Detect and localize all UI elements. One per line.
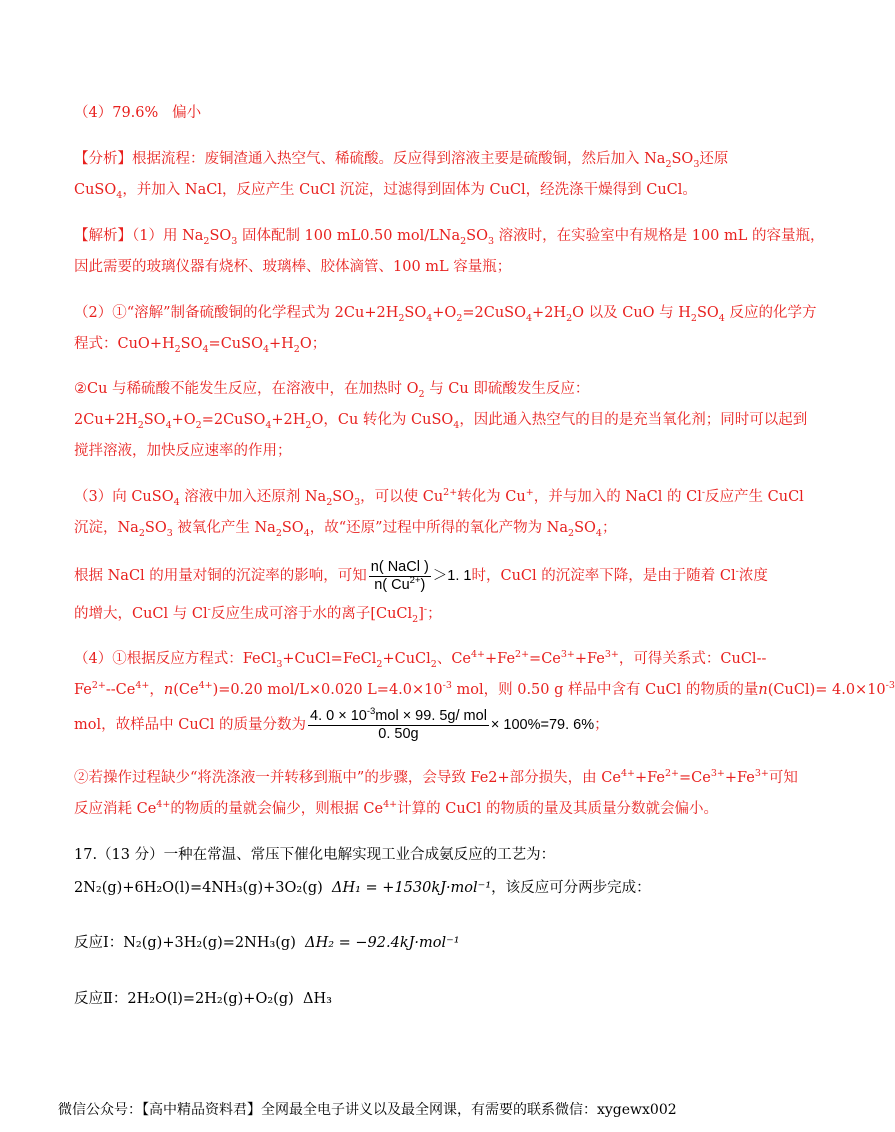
p3-line-2: 沉淀，$Na_2SO_3$ 被氧化产生 $Na_2SO_4$，故“还原”过程中所得的氧化产物为 $Na_2SO_4$； — [74, 520, 617, 539]
text: CuSO — [74, 182, 117, 198]
text: 反应产生 CuCl — [705, 489, 804, 505]
text: 溶液中加入还原剂 Na — [179, 489, 327, 505]
text: =Ce — [529, 651, 561, 667]
text: ， — [149, 682, 164, 698]
text: n( Cu — [374, 576, 410, 593]
text: （3）向 CuSO — [74, 489, 174, 505]
text: （4）①根据反应方程式：FeCl — [74, 651, 277, 667]
text: ，并加入 NaCl，反应产生 CuCl 沉淀，过滤得到固体为 CuCl，经洗涤干燥得到 CuCl。 — [122, 182, 697, 198]
text: ，因此通入热空气的目的是充当氧化剂；同时可以起到 — [459, 412, 808, 428]
p4b-line-2: 反应消耗 $Ce^{4+}$的物质的量就会偏少，则根据 $Ce^{4+}$计算的 CuCl 的物质的量及其质量分数就会偏小。 — [74, 799, 719, 817]
delta-h2: ΔH₂ = −92.4kJ·mol⁻¹ — [305, 935, 460, 951]
answer-4-value: 偏小 — [172, 105, 202, 121]
text: ] — [418, 606, 424, 622]
q17-intro — [74, 845, 555, 865]
text: (Ce — [173, 682, 199, 698]
p2b-line-3 — [74, 441, 292, 461]
text: O 以及 CuO 与 H — [572, 305, 691, 321]
text: SO — [696, 305, 719, 321]
text: +2H — [532, 305, 567, 321]
p4-line-1: （4）①根据反应方程式：FeCl$_3$+CuCl=FeCl$_2$+CuCl$_2$、$Ce^{4+}+Fe^{2+}=Ce^{3+}+Fe^{3+}$，可得关系式：CuCl-- — [74, 649, 767, 670]
gt-value: ＞1. 1 — [432, 568, 472, 584]
text: SO — [574, 520, 596, 536]
reaction-label: 反应Ⅰ： — [74, 935, 124, 951]
text: 的增大，CuCl 与 Cl — [74, 606, 208, 622]
text: 可知 — [768, 770, 798, 786]
answer-4 — [74, 103, 201, 123]
text: 根据 NaCl 的用量对铜的沉淀率的影响，可知 — [74, 568, 367, 584]
text: (CuCl)= 4.0×10 — [767, 682, 886, 698]
analysis-line-2: CuSO$_4$，并加入 NaCl，反应产生 CuCl 沉淀，过滤得到固体为 CuCl，经洗涤干燥得到 CuCl。 — [74, 182, 697, 201]
jiexi-line-1: 【解析】（1）用 $Na_2SO_3$ 固体配制 100 mL0.50 mol/$LNa_2SO_3$ 溶液时，在实验室中有规格是 100 mL 的容量瓶， — [74, 228, 825, 247]
text: SO — [143, 412, 166, 428]
analysis-line-1: 【分析】根据流程：废铜渣通入热空气、稀硫酸。反应得到溶液主要是硫酸铜，然后加入 $Na_2SO_3$还原 — [74, 151, 729, 170]
p3-line-1: （3）向 CuSO$_4$ 溶液中加入还原剂 $Na_2SO_3$，可以使 $Cu^{2+}$转化为 Cu+，并与加入的 NaCl 的 Cl-反应产生 CuCl — [74, 487, 804, 508]
text: 反应消耗 Ce — [74, 801, 157, 817]
text: ，并与加入的 NaCl 的 Cl — [533, 489, 702, 505]
answer-4-label: （4）79.6% — [74, 105, 159, 121]
text: 浓度 — [738, 568, 768, 584]
text: +O — [432, 305, 457, 321]
delta-h3: ΔH₃ — [302, 991, 332, 1007]
text: ) — [420, 576, 426, 593]
text: 17.（13 分）一种在常温、常压下催化电解实现工业合成氨反应的工艺为： — [74, 847, 556, 863]
p4-line-2: $Fe^{2+}--Ce^{4+}$，$n(Ce^{4+})=0.20$ mol/L×0.020 $L=4.0\times 10^{-3}$ mol，则 0.50 g 样品中含有 CuCl 的物质的量n(CuCl)= $4.0\times 10^{-3}$ — [74, 680, 895, 698]
equation: 2H₂O(l)=2H₂(g)+O₂(g) — [127, 991, 294, 1007]
text: ②Cu 与稀硫酸不能发生反应，在溶液中，在加热时 O — [74, 381, 419, 397]
text: 程式：CuO+H — [74, 336, 175, 352]
text: SO — [332, 489, 355, 505]
text: SO — [404, 305, 427, 321]
text: +Fe — [574, 651, 605, 667]
text: mol，则 0.50 g 样品中含有 CuCl 的物质的量 — [451, 682, 759, 698]
p2-line-1: （2）①“溶解”制备硫酸铜的化学程式为 $2Cu+2H_2SO_4+O_2=2CuSO_4+2H_2O$ 以及 CuO 与 $H_2SO_4$ 反应的化学方 — [74, 305, 817, 324]
text: --Ce — [105, 682, 136, 698]
text: SO — [671, 151, 694, 167]
text: mol × 99. 5g/ mol — [375, 707, 487, 724]
text: =2CuSO — [462, 305, 526, 321]
text: 计算的 CuCl 的物质的量及其质量分数就会偏小。 — [397, 801, 719, 817]
q17-reaction-2 — [74, 989, 332, 1009]
text: 反应的化学方 — [724, 305, 817, 321]
text: SO — [209, 228, 232, 244]
text: 被氧化产生 Na — [172, 520, 276, 536]
text: mol，故样品中 CuCl 的质量分数为 — [74, 717, 306, 733]
text: +CuCl — [382, 651, 431, 667]
fraction-numerator: 4. $0 \times 10^{-3}mol \times 99$. 5g/ mol — [310, 705, 487, 724]
p2b-line-1: ②Cu 与稀硫酸不能发生反应，在溶液中，在加热时 $O_2$ 与 Cu 即硫酸发生反应： — [74, 381, 590, 400]
text: )=0.20 mol/L×0.020 L=4.0×10 — [212, 682, 443, 698]
text: +CuCl=FeCl — [282, 651, 377, 667]
q17-main-equation — [74, 878, 651, 898]
text: 转化为 Cu — [457, 489, 526, 505]
text: 反应生成可溶于水的离子[CuCl — [210, 606, 413, 622]
text: ，故“还原”过程中所得的氧化产物为 Na — [309, 520, 569, 536]
text: SO — [466, 228, 488, 244]
equation: N₂(g)+3H₂(g)=2NH₃(g) — [123, 935, 296, 951]
text: +2H — [271, 412, 306, 428]
text: ； — [427, 606, 442, 622]
text: =Ce — [678, 770, 711, 786]
text: 搅拌溶液，加快反应速率的作用； — [74, 443, 292, 459]
text: +H — [269, 336, 294, 352]
text: （2）①“溶解”制备硫酸铜的化学程式为 2Cu+2H — [74, 305, 399, 321]
analysis-tag: 【分析】 — [74, 151, 132, 167]
p4b-line-1: ②若操作过程缺少“将洗涤液一并转移到瓶中”的步骤，会导致 Fe2+部分损失，由 $Ce^{4+}+Fe^{2+}=Ce^{3+}+Fe^{3+}$可知 — [74, 768, 798, 786]
text: ，可得关系式：CuCl-- — [618, 651, 767, 667]
equation: 2N₂(g)+6H₂O(l)=4NH₃(g)+3O₂(g) — [74, 880, 323, 896]
text: 的物质的量就会偏少，则根据 Ce — [170, 801, 384, 817]
fraction-denominator: n( $Cu^{2+}$) — [374, 574, 426, 593]
text: SO — [180, 336, 203, 352]
p2b-line-2: $2Cu+2H_2SO_4+O_2=2CuSO_4+2H_2O$，Cu 转化为 CuSO$_4$，因此通入热空气的目的是充当氧化剂；同时可以起到 — [74, 412, 808, 431]
text: +Fe — [634, 770, 665, 786]
text: ，该反应可分两步完成： — [491, 880, 651, 896]
text: O； — [299, 336, 327, 352]
ratio-fraction — [369, 559, 431, 594]
text: Fe — [74, 682, 92, 698]
text: =2CuSO — [201, 412, 266, 428]
text: +Fe — [485, 651, 516, 667]
jiexi-tag: 【解析】 — [74, 228, 132, 244]
text: 2Cu+2H — [74, 412, 138, 428]
text: SO — [144, 520, 167, 536]
text: SO — [281, 520, 304, 536]
text: 沉淀，Na — [74, 520, 139, 536]
text: O，Cu 转化为 CuSO — [311, 412, 454, 428]
text: 溶液时，在实验室中有规格是 100 mL 的容量瓶， — [494, 228, 825, 244]
text: 与 Cu 即硫酸发生反应： — [424, 381, 590, 397]
fraction-denominator: 0. 50g — [378, 725, 419, 742]
text: 固体配制 100 mL0.50 mol/LNa — [237, 228, 461, 244]
text: n — [758, 682, 768, 698]
jiexi-line-2 — [74, 257, 511, 277]
percent-result: × 100%=79. 6% — [490, 717, 595, 733]
p3b-line-2: 的增大，CuCl 与 Cl-反应生成可溶于水的离子[CuCl$_2$]-； — [74, 604, 442, 625]
text: （1）用 Na — [132, 228, 204, 244]
text: 根据流程：废铜渣通入热空气、稀硫酸。反应得到溶液主要是硫酸铜，然后加入 Na — [132, 151, 666, 167]
q17-reaction-1 — [74, 933, 460, 953]
p4-line-3 — [74, 706, 609, 744]
text: ，可以使 Cu — [360, 489, 444, 505]
text: +Fe — [724, 770, 755, 786]
p3b-line-1: 根据 NaCl 的用量对铜的沉淀率的影响，可知 $\frac{\text{n( NaCl )}}{n( Cu^{2+})}$ ＞1. 1时，CuCl 的沉淀率下降，是由于随着 Cl-浓度 — [74, 558, 768, 593]
delta-h1: ΔH₁ = +1530kJ·mol⁻¹ — [332, 880, 492, 896]
text: 4. 0 × 10 — [310, 707, 367, 724]
text: ； — [601, 520, 617, 536]
p2-line-2: 程式：$CuO+H_2SO_4=CuSO_4+H_2O$； — [74, 336, 327, 355]
fraction-numerator: n( NaCl ) — [370, 558, 429, 575]
text: 还原 — [699, 151, 729, 167]
footer-note: 微信公众号：【高中精品资料君】全网最全电子讲义以及最全网课，有需要的联系微信：xygewx002 — [58, 1102, 677, 1118]
text: 、Ce — [436, 651, 472, 667]
text: n — [163, 682, 174, 698]
reaction-label: 反应Ⅱ： — [74, 991, 128, 1007]
text: +O — [171, 412, 196, 428]
text: 时，CuCl 的沉淀率下降，是由于随着 Cl — [471, 568, 736, 584]
text: ②若操作过程缺少“将洗涤液一并转移到瓶中”的步骤，会导致 Fe2+部分损失，由 Ce — [74, 770, 621, 786]
mass-fraction — [308, 705, 489, 743]
text: ； — [594, 717, 609, 733]
text: 因此需要的玻璃仪器有烧杯、玻璃棒、胶体滴管、100 mL 容量瓶； — [74, 259, 512, 275]
text: =CuSO — [208, 336, 263, 352]
